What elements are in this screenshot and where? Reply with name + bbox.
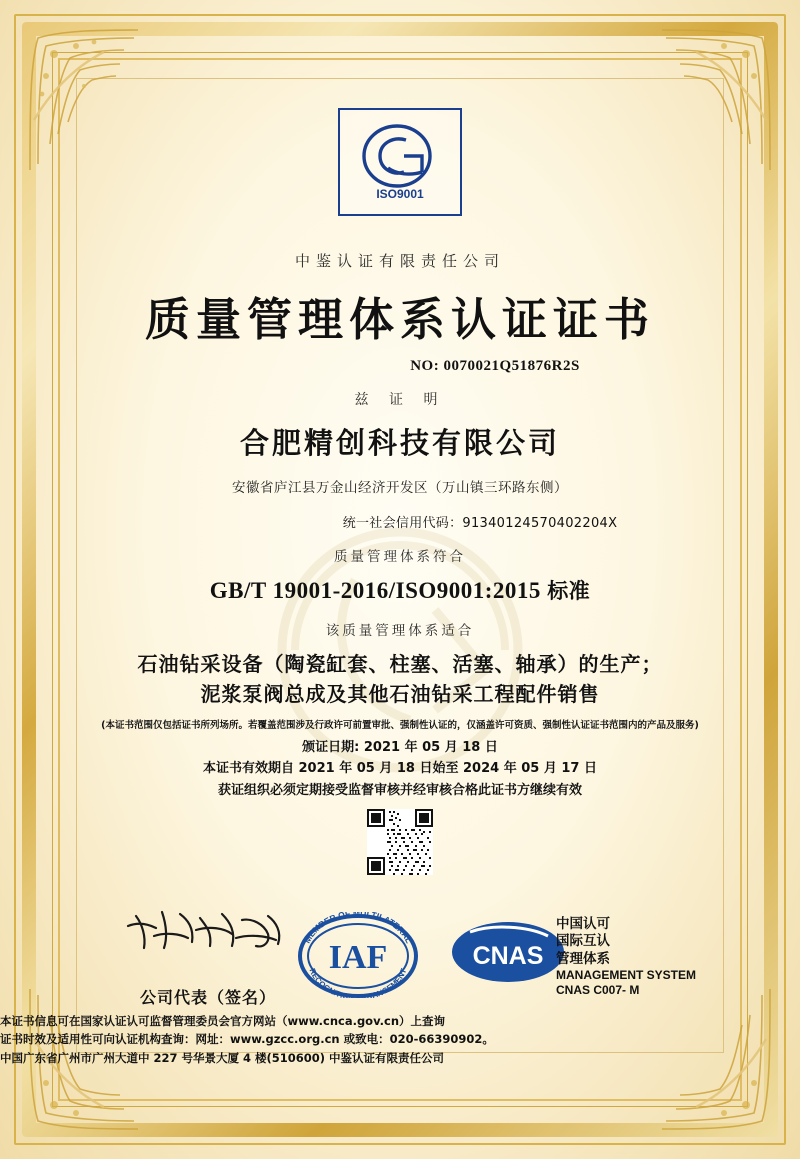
- footer-note: [0, 1012, 800, 1067]
- cnas-cn-line-1: 中国认可: [556, 916, 610, 932]
- cnca-logo-box: [338, 108, 462, 216]
- scope-line-1: 石油钻采设备（陶瓷缸套、柱塞、活塞、轴承）的生产；: [137, 652, 663, 676]
- issuer-organization: 中鉴认证有限责任公司: [294, 252, 505, 270]
- iaf-bottom-text: RECOGNITION ARRANGEMENT: [307, 967, 409, 998]
- surveillance-note: 获证组织必须定期接受监督审核并经审核合格此证书方继续有效: [217, 782, 582, 798]
- footer-logos: [0, 900, 800, 1010]
- qr-code: [367, 809, 433, 875]
- cnas-cn-line-3: 管理体系: [556, 950, 610, 967]
- hereby-certify-label: 兹 证 明: [354, 392, 446, 408]
- issue-date: 颁证日期: 2021 年 05 月 18 日: [302, 740, 498, 755]
- footer-line-3: 中国广东省广州市广州大道中 227 号华景大厦 4 楼(510600) 中鉴认证有限责任公司: [0, 1050, 445, 1065]
- iaf-top-text: MEMBER OF MULTILATERAL: [301, 912, 415, 945]
- standard-suffix: 标准: [547, 579, 591, 603]
- scope-disclaimer: (本证书范围仅包括证书所列场所。若覆盖范围涉及行政许可前置审批、强制性认证的，仅涵盖许可资质、强制性认证证书范围内的产品及服务): [101, 720, 699, 731]
- svg-text:ISO9001: ISO9001: [376, 187, 424, 201]
- scope-text: [0, 649, 800, 709]
- validity-period: 本证书有效期自 2021 年 05 月 18 日始至 2024 年 05 月 17 日: [202, 761, 598, 777]
- footer-line-1: 本证书信息可在国家认证认可监督管理委员会官方网站（www.cnca.gov.cn）上查询: [0, 1014, 446, 1028]
- standard-code: GB/T 19001-2016/ISO9001:2015: [209, 578, 541, 603]
- signature-block: [118, 902, 298, 1008]
- certificate-number: NO: 0070021Q51876R2S: [410, 358, 580, 374]
- cnas-cn-line-2: 国际互认: [556, 933, 610, 950]
- scope-label: 该质量管理体系适合: [325, 623, 475, 639]
- credit-code: 统一社会信用代码：91340124570402204X: [342, 516, 618, 531]
- standard-line: [0, 575, 800, 605]
- footer-line-2: 证书时效及适用性可向认证机构查询：网址：www.gzcc.org.cn 或致电：020-66390902。: [0, 1032, 494, 1047]
- scope-line-2: 泥浆泵阀总成及其他石油钻采工程配件销售: [200, 682, 600, 706]
- signature-image: [118, 902, 298, 958]
- company-address: 安徽省庐江县万金山经济开发区（万山镇三环路东侧）: [232, 480, 568, 496]
- certificate-title: 质量管理体系认证证书: [144, 293, 655, 346]
- company-name: 合肥精创科技有限公司: [239, 426, 560, 460]
- cnas-accreditation-text: [556, 916, 696, 999]
- cnas-logo: [448, 918, 568, 992]
- dates-block: [0, 737, 800, 801]
- iaf-logo: [288, 912, 428, 998]
- cnas-en-line-1: MANAGEMENT SYSTEM: [556, 967, 697, 982]
- cnas-logo-text: CNAS: [472, 942, 544, 970]
- signature-label: 公司代表（签名）: [139, 988, 276, 1007]
- cnca-logo: [338, 0, 462, 216]
- iaf-center-text: IAF: [328, 939, 388, 976]
- conformance-label: 质量管理体系符合: [334, 549, 466, 565]
- cnas-en-line-2: CNAS C007- M: [556, 983, 640, 998]
